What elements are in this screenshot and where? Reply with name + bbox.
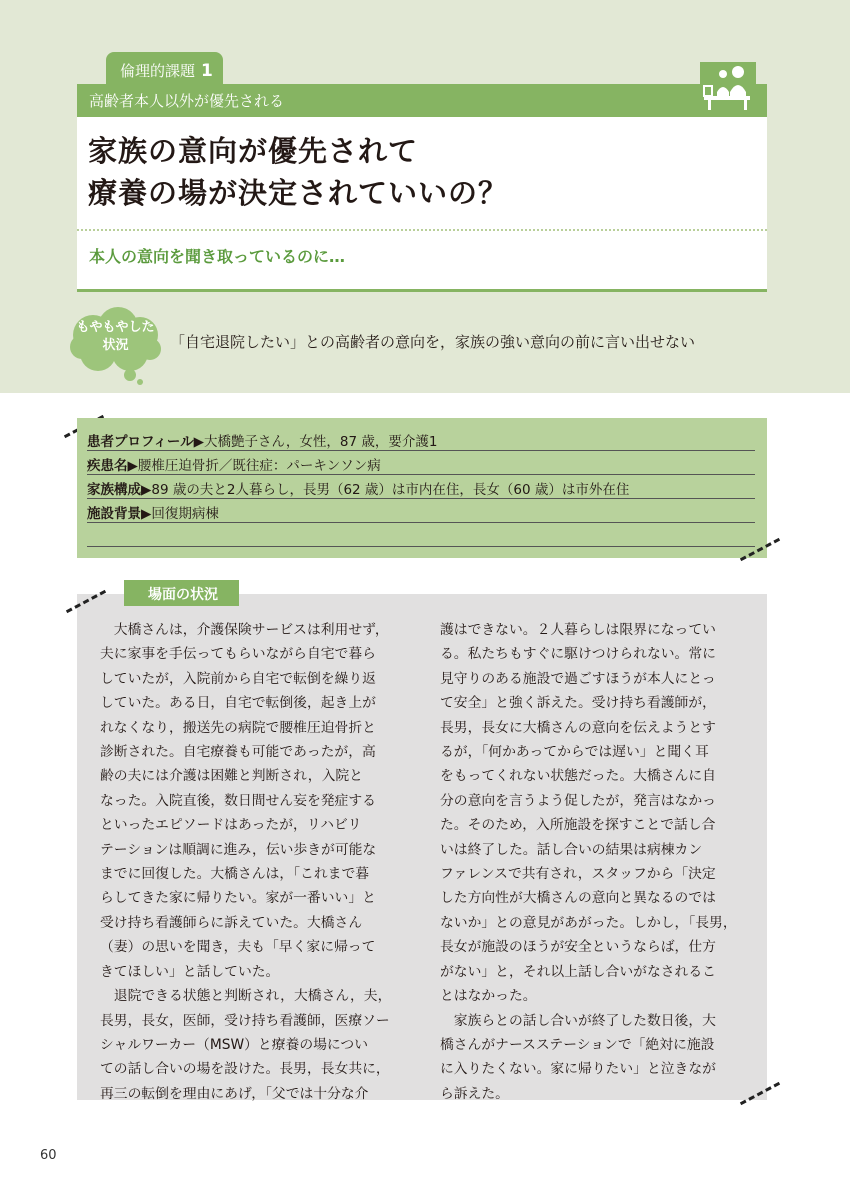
profile-key: 疾患名▶	[87, 458, 138, 474]
body-line: していたが，入院前から自宅で転倒を繰り返	[100, 670, 376, 687]
body-line: た。そのため，入所施設を探すことで話し合	[440, 817, 716, 834]
tab-label-text: 倫理的課題	[120, 62, 196, 80]
profile-key: 患者プロフィール▶	[87, 434, 205, 450]
body-line: がない」と，それ以上話し合いがなされるこ	[440, 963, 716, 980]
profile-row	[87, 452, 755, 475]
title-line-1: 家族の意向が優先されて	[88, 134, 419, 168]
body-line: 長女が施設のほうが安全というならば，仕方	[440, 939, 716, 956]
body-line: 齢の夫には介護は困難と判断され，入院と	[100, 768, 363, 785]
body-line: 長男，長女に大橋さんの意向を伝えようとす	[440, 719, 716, 736]
title-card	[77, 117, 767, 292]
body-line: るが，「何かあってからでは遅い」と聞く耳	[440, 744, 709, 761]
body-line: 夫に家事を手伝ってもらいながら自宅で暮ら	[100, 646, 376, 663]
body-line: した方向性が大橋さんの意向と異なるのでは	[440, 890, 716, 907]
body-line: 診断された。自宅療養も可能であったが，高	[100, 744, 376, 761]
body-line: していた。ある日，自宅で転倒後，起き上が	[100, 695, 376, 712]
profile-row	[87, 500, 755, 523]
scene-text-right-column	[440, 618, 737, 1106]
moyamoya-label	[68, 319, 163, 355]
body-line: きてほしい」と話していた。	[100, 963, 280, 980]
body-line: ないか」との意見があがった。しかし，「長男，	[440, 914, 737, 931]
body-line: 分の意向を言うよう促したが，発言はなかっ	[440, 792, 716, 809]
profile-value: 回復期病棟	[151, 506, 219, 522]
profile-key: 施設背景▶	[87, 506, 152, 522]
page-number: 60	[40, 1148, 57, 1163]
body-line: ら訴えた。	[440, 1085, 509, 1102]
title-line-2: 療養の場が決定されていいの？	[88, 176, 509, 210]
scene-text-left-column	[100, 618, 391, 1106]
body-line: 長男，長女，医師，受け持ち看護師，医療ソー	[100, 1012, 390, 1029]
body-line: 再三の転倒を理由にあげ，「父では十分な介	[100, 1085, 369, 1102]
body-line: 見守りのある施設で過ごすほうが本人にとっ	[440, 670, 716, 687]
scene-heading: 場面の状況	[124, 580, 239, 606]
body-line: 大橋さんは，介護保険サービスは利用せず，	[100, 622, 389, 638]
tab-number: 1	[201, 61, 213, 81]
body-line: 橋さんがナースステーションで「絶対に施設	[440, 1036, 715, 1053]
body-line: （妻）の思いを聞き，夫も「早く家に帰って	[100, 939, 376, 956]
body-line: をもってくれない状態だった。大橋さんに自	[440, 768, 716, 785]
body-line: 受け持ち看護師らに訴えていた。大橋さん	[100, 914, 363, 931]
body-line: れなくなり，搬送先の病院で腰椎圧迫骨折と	[100, 719, 376, 736]
body-line: 家族らとの話し合いが終了した数日後，大	[440, 1012, 716, 1029]
body-line: らしてきた家に帰りたい。家が一番いい」と	[100, 890, 376, 907]
body-line: て安全」と強く訴えた。受け持ち看護師が，	[440, 695, 716, 712]
body-line: る。私たちもすぐに駆けつけられない。常に	[440, 646, 716, 663]
dotted-divider	[77, 229, 767, 231]
category-header	[77, 84, 767, 117]
body-line: 退院できる状態と判断され，大橋さん，夫，	[100, 988, 392, 1005]
body-line: ファレンスで共有され，スタッフから「決定	[440, 866, 716, 883]
body-line: に入りたくない。家に帰りたい」と泣きなが	[440, 1061, 716, 1078]
body-line: までに回復した。大橋さんは，「これまで暮	[100, 866, 370, 883]
profile-row	[87, 428, 755, 451]
body-line: といったエピソードはあったが，リハビリ	[100, 817, 362, 834]
body-line: いは終了した。話し合いの結果は病棟カン	[440, 841, 703, 858]
subtitle: 本人の意向を聞き取っているのに…	[89, 247, 346, 266]
nurse-desk-icon	[700, 62, 756, 114]
profile-value: 大橋艶子さん，女性，87 歳，要介護1	[204, 434, 438, 450]
profile-key: 家族構成▶	[87, 482, 152, 498]
profile-row	[87, 476, 755, 499]
moyamoya-situation: 「自宅退院したい」との高齢者の意向を，家族の強い意向の前に言い出せない	[170, 333, 696, 351]
moyamoya-label-line1: もやもやした	[76, 320, 155, 335]
patient-profile-box	[77, 418, 767, 558]
body-line: テーションは順調に進み，伝い歩きが可能な	[100, 841, 377, 858]
body-line: なった。入院直後，数日間せん妄を発症する	[100, 792, 376, 809]
category-text: 高齢者本人以外が優先される	[89, 92, 285, 110]
profile-value: 腰椎圧迫骨折／既往症：パーキンソン病	[137, 458, 381, 474]
profile-value: 89 歳の夫と2人暮らし，長男（62 歳）は市内在住，長女（60 歳）は市外在住	[151, 482, 630, 498]
moyamoya-label-line2: 状況	[102, 338, 129, 353]
body-line: ての話し合いの場を設けた。長男，長女共に，	[100, 1061, 390, 1078]
body-line: とはなかった。	[440, 988, 537, 1005]
page-title	[88, 130, 508, 214]
body-line: 護はできない。２人暮らしは限界になってい	[440, 622, 716, 638]
profile-row	[87, 524, 755, 547]
body-line: シャルワーカー（MSW）と療養の場につい	[100, 1036, 369, 1053]
ethics-issue-tab	[106, 52, 223, 86]
